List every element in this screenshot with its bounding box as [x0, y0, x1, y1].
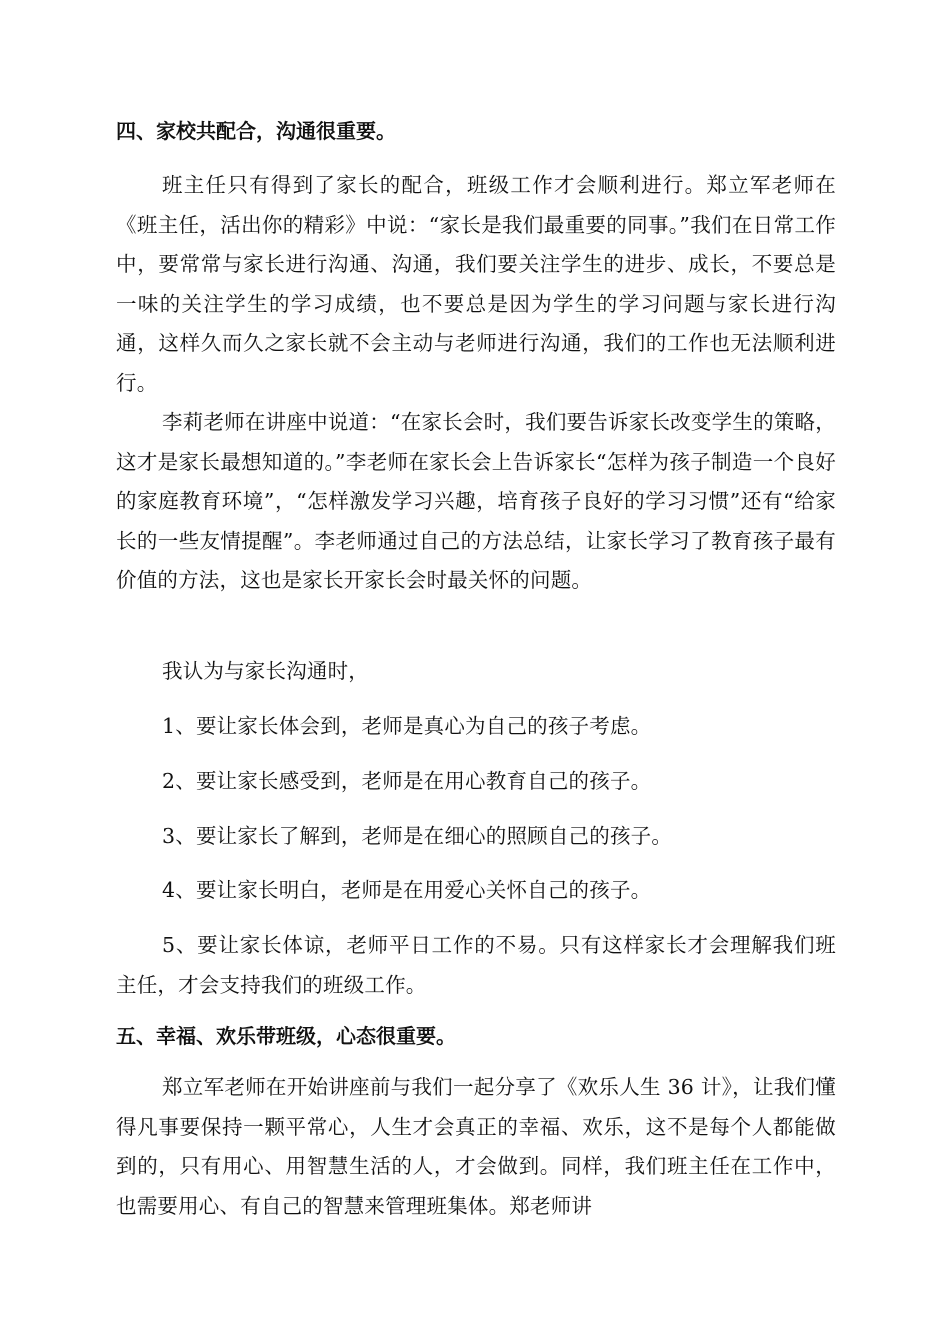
list-item-4: 4、要让家长明白，老师是在用爱心关怀自己的孩子。 — [162, 878, 652, 902]
list-item-3: 3、要让家长了解到，老师是在细心的照顾自己的孩子。 — [162, 824, 673, 848]
section-heading-5: 五、幸福、欢乐带班级，心态很重要。 — [116, 1024, 456, 1048]
paragraph-intro-list: 我认为与家长沟通时， — [162, 659, 369, 683]
list-item-5: 5、要让家长体谅，老师平日工作的不易。只有这样家长才会理解我们班主任，才会支持我们的班级工作。 — [116, 933, 836, 997]
list-item-1: 1、要让家长体会到，老师是真心为自己的孩子考虑。 — [162, 714, 652, 738]
list-item-2: 2、要让家长感受到，老师是在用心教育自己的孩子。 — [162, 769, 652, 793]
section-heading-4: 四、家校共配合，沟通很重要。 — [116, 119, 396, 143]
paragraph-parent-cooperation: 班主任只有得到了家长的配合，班级工作才会顺利进行。郑立军老师在《班主任，活出你的精彩》中说：“家长是我们最重要的同事。”我们在日常工作中，要常常与家长进行沟通、沟通，我们要关注学生的进步、成长，不要总是一味的关注学生的学习成绩，也不要总是因为学生的学习问题与家长进行沟通，这样久而久之家长就不会主动与老师进行沟通，我们的工作也无法顺利进行。 — [116, 173, 836, 395]
paragraph-happy-life: 郑立军老师在开始讲座前与我们一起分享了《欢乐人生 36 计》，让我们懂得凡事要保持一颗平常心，人生才会真正的幸福、欢乐，这不是每个人都能做到的，只有用心、用智慧生活的人，才会做到。同样，我们班主任在工作中，也需要用心、有自己的智慧来管理班集体。郑老师讲 — [116, 1075, 836, 1218]
paragraph-parent-meeting: 李莉老师在讲座中说道：“在家长会时，我们要告诉家长改变学生的策略，这才是家长最想知道的。”李老师在家长会上告诉家长“怎样为孩子制造一个良好的家庭教育环境”，“怎样激发学习兴趣，培育孩子良好的学习习惯”还有“给家长的一些友情提醒”。李老师通过自己的方法总结，让家长学习了教育孩子最有价值的方法，这也是家长开家长会时最关怀的问题。 — [116, 410, 836, 592]
